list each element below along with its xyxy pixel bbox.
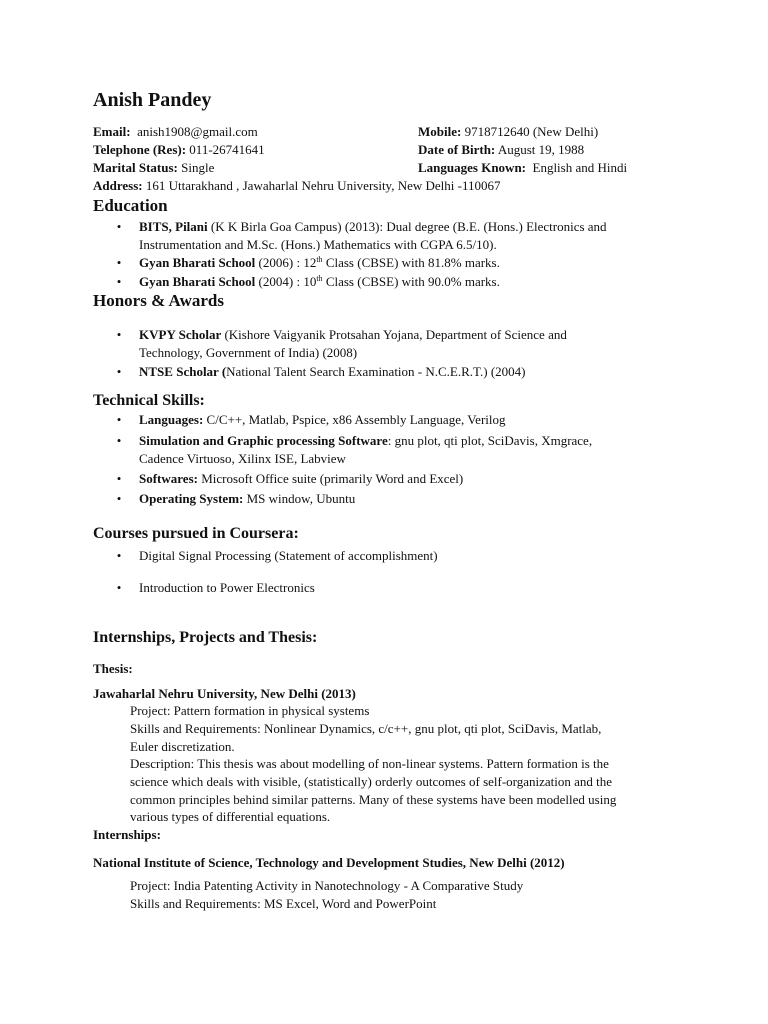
education-institution: BITS, Pilani [139, 219, 208, 234]
dob-line [418, 141, 584, 159]
bullet-icon: • [116, 412, 122, 427]
internship-project-line: Project: India Patenting Activity in Nanotechnology - A Comparative Study [130, 878, 524, 893]
languages-value: English and Hindi [532, 160, 628, 175]
dob-value: August 19, 1988 [497, 142, 585, 157]
internship-organization: National Institute of Science, Technology and Development Studies, New Delhi (2012) [93, 855, 565, 870]
mobile-line [418, 123, 598, 141]
languages-line [418, 159, 627, 177]
marital-line [93, 159, 214, 177]
education-institution: Gyan Bharati School [139, 274, 256, 289]
education-detail-continued: Instrumentation and M.Sc. (Hons.) Mathematics with CGPA 6.5/10). [139, 237, 497, 252]
thesis-skills-line-continued: Euler discretization. [130, 739, 235, 754]
thesis-label: Thesis: [93, 661, 133, 676]
education-detail: Class (CBSE) with 81.8% marks. [325, 255, 500, 270]
education-item-bits [139, 218, 607, 236]
honors-heading: Honors & Awards [93, 291, 224, 310]
internship-skills-line: Skills and Requirements: MS Excel, Word and PowerPoint [130, 896, 437, 911]
coursera-heading: Courses pursued in Coursera: [93, 525, 299, 542]
skill-detail: C/C++, Matlab, Pspice, x86 Assembly Language, Verilog [206, 412, 506, 427]
thesis-description-line: science which deals with visible, (statistically) orderly outcomes of self-organization and the [130, 774, 613, 789]
telephone-line [93, 141, 265, 159]
bullet-icon: • [116, 491, 122, 506]
honor-detail-continued: Technology, Government of India) (2008) [139, 345, 358, 360]
address-label: Address: [93, 178, 143, 193]
mobile-value: 9718712640 (New Delhi) [464, 124, 599, 139]
bullet-icon: • [116, 433, 122, 448]
address-line [93, 177, 501, 195]
email-line [93, 123, 258, 141]
skill-detail-continued: Cadence Virtuoso, Xilinx ISE, Labview [139, 451, 346, 466]
honor-detail: (Kishore Vaigyanik Protsahan Yojana, Department of Science and [224, 327, 567, 342]
honor-detail: National Talent Search Examination - N.C.E.R.T.) (2004) [226, 364, 526, 379]
bullet-icon: • [116, 255, 122, 270]
education-item-school-2006 [139, 254, 500, 272]
dob-label: Date of Birth: [418, 142, 496, 157]
education-year: (2006) : 12 [258, 255, 317, 270]
address-value: 161 Uttarakhand , Jawaharlal Nehru University, New Delhi -110067 [145, 178, 501, 193]
course-item: Digital Signal Processing (Statement of accomplishment) [139, 548, 438, 563]
bullet-icon: • [116, 548, 122, 563]
thesis-organization: Jawaharlal Nehru University, New Delhi (2013) [93, 686, 356, 701]
education-heading: Education [93, 196, 168, 215]
marital-value: Single [181, 160, 215, 175]
skill-item-simulation [139, 432, 592, 450]
telephone-value: 011-26741641 [189, 142, 265, 157]
bullet-icon: • [116, 219, 122, 234]
bullet-icon: • [116, 580, 122, 595]
thesis-description-line: various types of differential equations. [130, 809, 331, 824]
superscript: th [316, 255, 323, 264]
bullet-icon: • [116, 274, 122, 289]
superscript: th [316, 274, 323, 283]
honor-item-kvpy [139, 326, 567, 344]
course-item: Introduction to Power Electronics [139, 580, 315, 595]
education-detail: (K K Birla Goa Campus) (2013): Dual degree (B.E. (Hons.) Electronics and [210, 219, 607, 234]
internships-label: Internships: [93, 827, 161, 842]
thesis-description-line: common principles behind similar patterns. Many of these systems have been modelled using [130, 792, 617, 807]
bullet-icon: • [116, 364, 122, 379]
skill-item-languages [139, 411, 506, 429]
skill-label: Softwares: [139, 471, 198, 486]
thesis-skills-line: Skills and Requirements: Nonlinear Dynamics, c/c++, gnu plot, qti plot, SciDavis, Matlab, [130, 721, 602, 736]
skill-detail: Microsoft Office suite (primarily Word and Excel) [201, 471, 464, 486]
candidate-name: Anish Pandey [93, 89, 212, 111]
mobile-label: Mobile: [418, 124, 462, 139]
honor-item-ntse [139, 363, 526, 381]
education-detail: Class (CBSE) with 90.0% marks. [325, 274, 500, 289]
skill-label: Simulation and Graphic processing Software [139, 433, 388, 448]
email-value: anish1908@gmail.com [137, 124, 258, 139]
education-item-school-2004 [139, 273, 500, 291]
skill-item-softwares [139, 470, 463, 488]
education-year: (2004) : 10 [258, 274, 317, 289]
skill-item-os [139, 490, 355, 508]
skills-heading: Technical Skills: [93, 392, 205, 409]
email-label: Email: [93, 124, 131, 139]
honor-title: KVPY Scholar [139, 327, 222, 342]
internships-projects-heading: Internships, Projects and Thesis: [93, 629, 318, 646]
skill-label: Operating System: [139, 491, 244, 506]
telephone-label: Telephone (Res): [93, 142, 187, 157]
skill-detail: MS window, Ubuntu [246, 491, 356, 506]
bullet-icon: • [116, 471, 122, 486]
skill-detail: : gnu plot, qti plot, SciDavis, Xmgrace, [387, 433, 593, 448]
skill-label: Languages: [139, 412, 204, 427]
thesis-description-line: Description: This thesis was about modelling of non-linear systems. Pattern formation is the [130, 756, 609, 771]
education-institution: Gyan Bharati School [139, 255, 256, 270]
marital-label: Marital Status: [93, 160, 178, 175]
bullet-icon: • [116, 327, 122, 342]
thesis-project-line: Project: Pattern formation in physical systems [130, 703, 370, 718]
honor-title: NTSE Scholar ( [139, 364, 227, 379]
languages-label: Languages Known: [418, 160, 526, 175]
